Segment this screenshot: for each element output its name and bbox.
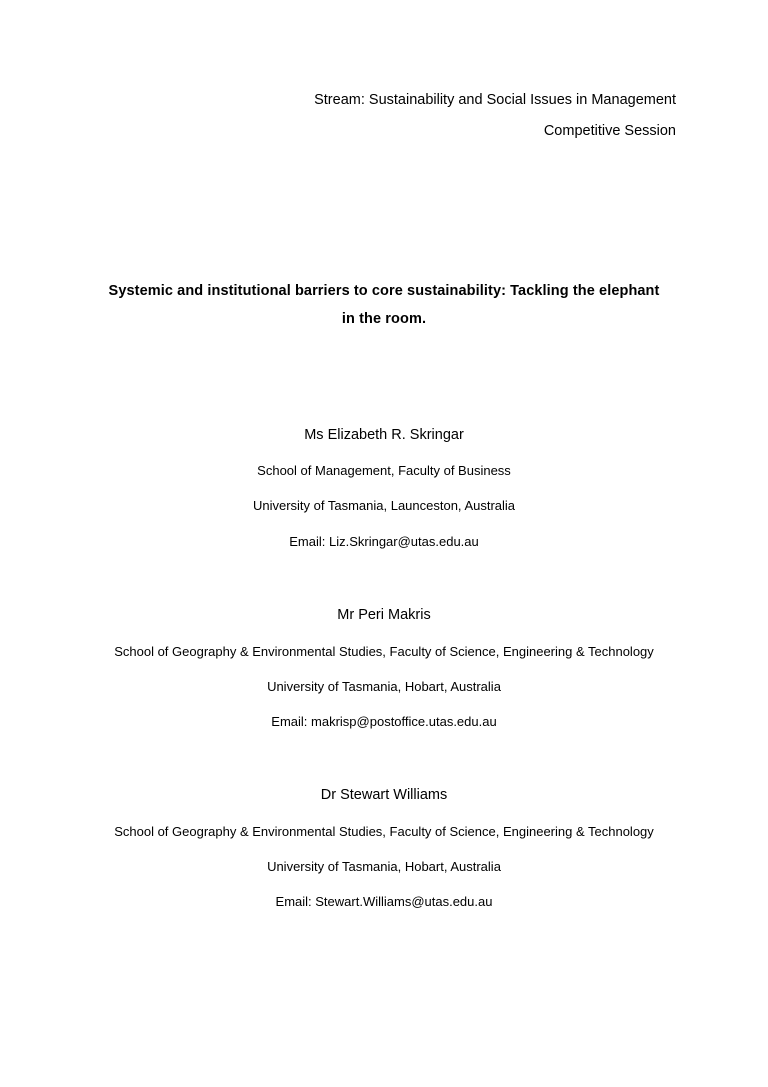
author-institution: University of Tasmania, Hobart, Australia: [267, 679, 501, 694]
author-institution: University of Tasmania, Hobart, Australia: [267, 859, 501, 874]
author-email: Email: Liz.Skringar@utas.edu.au: [289, 534, 479, 549]
session-label: Competitive Session: [543, 123, 676, 139]
author-department: School of Geography & Environmental Studies, Faculty of Science, Engineering & Technology: [114, 644, 654, 659]
author-name: Dr Stewart Williams: [320, 787, 448, 803]
author-email: Email: Stewart.Williams@utas.edu.au: [275, 894, 493, 909]
paper-title-line-2: in the room.: [341, 311, 427, 327]
stream-label: Stream: Sustainability and Social Issues in Management: [314, 92, 676, 108]
author-name: Ms Elizabeth R. Skringar: [304, 427, 464, 443]
author-institution: University of Tasmania, Launceston, Australia: [252, 498, 516, 513]
author-name: Mr Peri Makris: [337, 607, 431, 623]
paper-title-line-1: Systemic and institutional barriers to core sustainability: Tackling the elephant: [108, 283, 660, 299]
author-email: Email: makrisp@postoffice.utas.edu.au: [271, 714, 497, 729]
author-department: School of Management, Faculty of Business: [257, 463, 511, 478]
author-department: School of Geography & Environmental Studies, Faculty of Science, Engineering & Technology: [114, 824, 654, 839]
